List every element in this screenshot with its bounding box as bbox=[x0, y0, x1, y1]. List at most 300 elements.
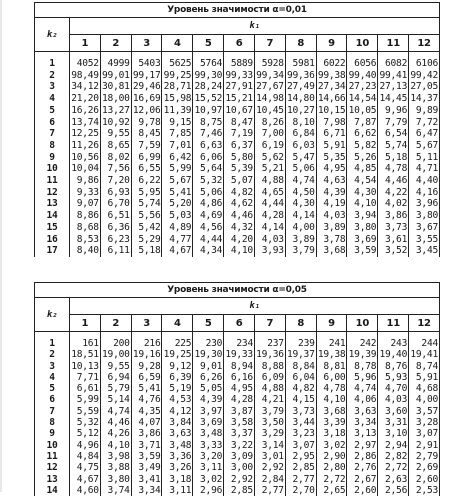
row-label: 13 bbox=[35, 198, 70, 210]
table-row bbox=[35, 406, 440, 417]
table-cell: 3,89 bbox=[316, 222, 347, 234]
column-header: 1 bbox=[70, 35, 101, 52]
table-cell: 6056 bbox=[347, 52, 378, 70]
table-cell: 9,86 bbox=[70, 175, 101, 187]
table-cell: 5,64 bbox=[193, 163, 224, 175]
table-cell: 4,12 bbox=[162, 406, 193, 417]
table-cell: 4,22 bbox=[378, 187, 409, 199]
table-cell: 3,87 bbox=[224, 406, 255, 417]
table-cell: 4,54 bbox=[347, 175, 378, 187]
table-cell: 234 bbox=[224, 332, 255, 350]
table-cell: 9,89 bbox=[409, 105, 440, 117]
table-cell: 6,63 bbox=[193, 140, 224, 152]
table-cell: 19,39 bbox=[347, 349, 378, 360]
table-cell: 3,67 bbox=[409, 222, 440, 234]
table-cell: 6,84 bbox=[285, 128, 316, 140]
table-cell: 4052 bbox=[70, 52, 101, 70]
table-cell: 7,79 bbox=[378, 117, 409, 129]
table-cell: 3,33 bbox=[193, 440, 224, 451]
table-cell: 3,98 bbox=[100, 451, 131, 462]
table-cell: 4,88 bbox=[254, 175, 285, 187]
table-cell: 99,30 bbox=[193, 70, 224, 82]
table-row bbox=[35, 383, 440, 394]
table-cell: 9,12 bbox=[162, 361, 193, 372]
table-cell: 3,71 bbox=[131, 440, 162, 451]
table-cell: 4,15 bbox=[285, 394, 316, 405]
table-cell: 5,93 bbox=[378, 372, 409, 383]
column-header: 9 bbox=[316, 35, 347, 52]
table-cell: 8,81 bbox=[316, 361, 347, 372]
table-cell: 4,10 bbox=[347, 198, 378, 210]
table-row bbox=[35, 152, 440, 164]
table-cell: 5,18 bbox=[131, 245, 162, 257]
table-cell: 5,32 bbox=[193, 175, 224, 187]
table-cell: 99,42 bbox=[409, 70, 440, 82]
table-cell: 99,33 bbox=[224, 70, 255, 82]
table-cell: 7,19 bbox=[224, 128, 255, 140]
table-row bbox=[35, 140, 440, 152]
table-cell: 2,97 bbox=[347, 440, 378, 451]
table-cell: 5,96 bbox=[347, 372, 378, 383]
table-row bbox=[35, 210, 440, 222]
row-label: 16 bbox=[35, 234, 70, 246]
table-cell: 19,00 bbox=[100, 349, 131, 360]
table-cell: 5625 bbox=[162, 52, 193, 70]
table-cell: 99,36 bbox=[285, 70, 316, 82]
table-cell: 6,26 bbox=[193, 372, 224, 383]
table-cell: 19,16 bbox=[131, 349, 162, 360]
column-header: 7 bbox=[254, 35, 285, 52]
table-cell: 2,65 bbox=[316, 485, 347, 496]
table-cell: 3,26 bbox=[162, 462, 193, 473]
table-row bbox=[35, 163, 440, 175]
table-cell: 4,20 bbox=[224, 234, 255, 246]
table-cell: 4,74 bbox=[347, 383, 378, 394]
table-cell: 4,67 bbox=[162, 245, 193, 257]
table-cell: 3,50 bbox=[254, 417, 285, 428]
table-row bbox=[35, 93, 440, 105]
table-cell: 19,33 bbox=[224, 349, 255, 360]
table-cell: 18,00 bbox=[100, 93, 131, 105]
table-cell: 2,80 bbox=[316, 462, 347, 473]
table-cell: 9,33 bbox=[70, 187, 101, 199]
table-cell: 28,24 bbox=[193, 81, 224, 93]
table-cell: 5,74 bbox=[378, 140, 409, 152]
table-cell: 7,71 bbox=[70, 372, 101, 383]
table-cell: 230 bbox=[193, 332, 224, 350]
column-header: 2 bbox=[100, 35, 131, 52]
table-cell: 2,77 bbox=[254, 485, 285, 496]
table-cell: 16,69 bbox=[131, 93, 162, 105]
table-cell: 3,55 bbox=[409, 234, 440, 246]
column-header: 10 bbox=[347, 35, 378, 52]
table-cell: 4,40 bbox=[409, 175, 440, 187]
table-cell: 4,70 bbox=[378, 383, 409, 394]
table-cell: 9,55 bbox=[100, 128, 131, 140]
table-cell: 3,02 bbox=[316, 440, 347, 451]
table-cell: 4,21 bbox=[254, 394, 285, 405]
table-cell: 5,59 bbox=[70, 406, 101, 417]
table-cell: 4,44 bbox=[254, 198, 285, 210]
table-cell: 14,54 bbox=[347, 93, 378, 105]
table-cell: 6,04 bbox=[285, 372, 316, 383]
table-cell: 6,93 bbox=[100, 187, 131, 199]
table-cell: 4,10 bbox=[100, 440, 131, 451]
table-cell: 99,41 bbox=[378, 70, 409, 82]
table-cell: 2,95 bbox=[285, 451, 316, 462]
table-cell: 4,28 bbox=[254, 210, 285, 222]
table-cell: 99,34 bbox=[254, 70, 285, 82]
table-cell: 19,37 bbox=[285, 349, 316, 360]
table-title: Уровень значимости α=0,01 bbox=[35, 3, 440, 18]
table-cell: 8,75 bbox=[193, 117, 224, 129]
table-cell: 3,69 bbox=[193, 417, 224, 428]
k1-header: k₁ bbox=[70, 298, 440, 315]
table-cell: 3,10 bbox=[378, 428, 409, 439]
f-distribution-table bbox=[34, 2, 440, 257]
row-label: 3 bbox=[35, 361, 70, 372]
table-cell: 9,01 bbox=[193, 361, 224, 372]
table-cell: 10,67 bbox=[224, 105, 255, 117]
table-cell: 4,46 bbox=[224, 210, 255, 222]
row-label: 8 bbox=[35, 140, 70, 152]
table-row bbox=[35, 394, 440, 405]
table-cell: 10,97 bbox=[193, 105, 224, 117]
table-row bbox=[35, 440, 440, 451]
table-cell: 5,82 bbox=[347, 140, 378, 152]
table-cell: 5889 bbox=[224, 52, 255, 70]
table-cell: 3,11 bbox=[162, 485, 193, 496]
row-label: 9 bbox=[35, 152, 70, 164]
table-cell: 4,95 bbox=[224, 383, 255, 394]
table-cell: 5,95 bbox=[131, 187, 162, 199]
table-body bbox=[35, 332, 440, 496]
table-cell: 99,17 bbox=[131, 70, 162, 82]
table-cell: 4,16 bbox=[409, 187, 440, 199]
table-cell: 3,28 bbox=[409, 417, 440, 428]
table-cell: 3,57 bbox=[409, 406, 440, 417]
table-cell: 2,94 bbox=[378, 440, 409, 451]
table-cell: 4,10 bbox=[316, 394, 347, 405]
table-cell: 5,03 bbox=[162, 210, 193, 222]
row-label: 7 bbox=[35, 406, 70, 417]
f-table-alpha-001 bbox=[34, 2, 440, 257]
table-cell: 6,00 bbox=[316, 372, 347, 383]
table-cell: 3,41 bbox=[131, 474, 162, 485]
column-header: 12 bbox=[409, 35, 440, 52]
table-cell: 5,39 bbox=[224, 163, 255, 175]
table-cell: 6,37 bbox=[224, 140, 255, 152]
table-cell: 8,68 bbox=[70, 222, 101, 234]
table-row bbox=[35, 234, 440, 246]
table-cell: 4,76 bbox=[131, 394, 162, 405]
table-cell: 3,80 bbox=[100, 474, 131, 485]
k2-header: k₂ bbox=[35, 298, 70, 332]
table-cell: 3,37 bbox=[224, 428, 255, 439]
table-cell: 14,80 bbox=[285, 93, 316, 105]
table-cell: 7,01 bbox=[162, 140, 193, 152]
table-cell: 6,06 bbox=[193, 152, 224, 164]
table-cell: 27,05 bbox=[409, 81, 440, 93]
column-header: 1 bbox=[70, 315, 101, 332]
table-cell: 5,14 bbox=[100, 394, 131, 405]
table-cell: 5,67 bbox=[162, 175, 193, 187]
k1-header: k₁ bbox=[70, 18, 440, 35]
table-cell: 5,56 bbox=[131, 210, 162, 222]
table-cell: 4,14 bbox=[285, 210, 316, 222]
table-cell: 5,06 bbox=[285, 163, 316, 175]
table-body bbox=[35, 52, 440, 257]
table-cell: 3,73 bbox=[285, 406, 316, 417]
column-header: 11 bbox=[378, 35, 409, 52]
table-cell: 4,46 bbox=[378, 175, 409, 187]
table-cell: 10,05 bbox=[347, 105, 378, 117]
table-cell: 2,53 bbox=[409, 485, 440, 496]
table-cell: 4,00 bbox=[285, 222, 316, 234]
table-cell: 2,70 bbox=[285, 485, 316, 496]
table-cell: 10,13 bbox=[70, 361, 101, 372]
table-cell: 8,78 bbox=[347, 361, 378, 372]
row-label: 3 bbox=[35, 81, 70, 93]
table-cell: 6,36 bbox=[100, 222, 131, 234]
table-cell: 4,03 bbox=[378, 394, 409, 405]
table-cell: 3,29 bbox=[254, 428, 285, 439]
table-cell: 3,01 bbox=[254, 451, 285, 462]
table-cell: 4,96 bbox=[70, 440, 101, 451]
table-cell: 11,39 bbox=[162, 105, 193, 117]
table-cell: 4,02 bbox=[378, 198, 409, 210]
table-cell: 5,26 bbox=[347, 152, 378, 164]
table-cell: 3,89 bbox=[285, 234, 316, 246]
table-cell: 5,47 bbox=[285, 152, 316, 164]
table-cell: 6,71 bbox=[316, 128, 347, 140]
table-cell: 34,12 bbox=[70, 81, 101, 93]
table-cell: 10,56 bbox=[70, 152, 101, 164]
table-cell: 27,23 bbox=[347, 81, 378, 93]
table-cell: 2,96 bbox=[193, 485, 224, 496]
table-cell: 4,67 bbox=[70, 474, 101, 485]
table-cell: 6,22 bbox=[131, 175, 162, 187]
row-label: 1 bbox=[35, 52, 70, 70]
table-cell: 3,34 bbox=[131, 485, 162, 496]
table-cell: 4,19 bbox=[316, 198, 347, 210]
table-cell: 8,76 bbox=[378, 361, 409, 372]
table-cell: 5,80 bbox=[224, 152, 255, 164]
table-cell: 14,37 bbox=[409, 93, 440, 105]
table-cell: 3,59 bbox=[131, 451, 162, 462]
table-cell: 6082 bbox=[378, 52, 409, 70]
row-label: 13 bbox=[35, 474, 70, 485]
table-cell: 9,07 bbox=[70, 198, 101, 210]
table-cell: 4,60 bbox=[70, 485, 101, 496]
table-cell: 3,58 bbox=[224, 417, 255, 428]
table-cell: 4,32 bbox=[224, 222, 255, 234]
column-header: 5 bbox=[193, 35, 224, 52]
column-header: 11 bbox=[378, 315, 409, 332]
table-cell: 19,36 bbox=[254, 349, 285, 360]
table-cell: 9,28 bbox=[131, 361, 162, 372]
table-cell: 9,15 bbox=[162, 117, 193, 129]
table-cell: 10,92 bbox=[100, 117, 131, 129]
table-cell: 3,80 bbox=[409, 210, 440, 222]
table-cell: 3,86 bbox=[378, 210, 409, 222]
table-cell: 8,88 bbox=[254, 361, 285, 372]
table-cell: 2,90 bbox=[316, 451, 347, 462]
table-cell: 7,87 bbox=[347, 117, 378, 129]
table-cell: 239 bbox=[285, 332, 316, 350]
table-cell: 6,62 bbox=[347, 128, 378, 140]
table-row bbox=[35, 462, 440, 473]
table-cell: 19,25 bbox=[162, 349, 193, 360]
table-title: Уровень значимости α=0,05 bbox=[35, 283, 440, 298]
table-row bbox=[35, 187, 440, 199]
table-cell: 3,93 bbox=[254, 245, 285, 257]
row-label: 14 bbox=[35, 485, 70, 496]
table-row bbox=[35, 52, 440, 70]
table-cell: 99,40 bbox=[347, 70, 378, 82]
table-cell: 3,79 bbox=[285, 245, 316, 257]
table-cell: 18,51 bbox=[70, 349, 101, 360]
table-cell: 5928 bbox=[254, 52, 285, 70]
table-cell: 3,07 bbox=[285, 440, 316, 451]
table-row bbox=[35, 349, 440, 360]
table-cell: 2,91 bbox=[409, 440, 440, 451]
table-row bbox=[35, 361, 440, 372]
table-cell: 3,02 bbox=[193, 474, 224, 485]
row-label: 1 bbox=[35, 332, 70, 350]
row-label: 2 bbox=[35, 70, 70, 82]
table-cell: 5,07 bbox=[224, 175, 255, 187]
table-cell: 3,69 bbox=[347, 234, 378, 246]
table-cell: 5,41 bbox=[131, 383, 162, 394]
column-header: 6 bbox=[224, 35, 255, 52]
table-cell: 3,48 bbox=[193, 428, 224, 439]
table-cell: 5,62 bbox=[254, 152, 285, 164]
table-cell: 9,78 bbox=[131, 117, 162, 129]
table-cell: 5,91 bbox=[409, 372, 440, 383]
table-cell: 4,89 bbox=[162, 222, 193, 234]
table-cell: 8,74 bbox=[409, 361, 440, 372]
table-cell: 3,45 bbox=[409, 245, 440, 257]
table-cell: 99,38 bbox=[316, 70, 347, 82]
table-row bbox=[35, 485, 440, 496]
table-cell: 3,63 bbox=[347, 406, 378, 417]
table-cell: 15,98 bbox=[162, 93, 193, 105]
table-cell: 8,10 bbox=[285, 117, 316, 129]
table-cell: 3,61 bbox=[378, 234, 409, 246]
table-cell: 4,26 bbox=[100, 428, 131, 439]
table-cell: 6,70 bbox=[100, 198, 131, 210]
column-header: 3 bbox=[131, 315, 162, 332]
table-cell: 5,32 bbox=[70, 417, 101, 428]
table-cell: 3,31 bbox=[378, 417, 409, 428]
table-cell: 19,38 bbox=[316, 349, 347, 360]
table-cell: 8,26 bbox=[254, 117, 285, 129]
table-cell: 4,39 bbox=[316, 187, 347, 199]
table-cell: 4,63 bbox=[316, 175, 347, 187]
table-cell: 4,14 bbox=[254, 222, 285, 234]
table-cell: 6,39 bbox=[162, 372, 193, 383]
table-cell: 5,41 bbox=[162, 187, 193, 199]
table-cell: 3,97 bbox=[193, 406, 224, 417]
table-cell: 2,82 bbox=[378, 451, 409, 462]
table-cell: 6106 bbox=[409, 52, 440, 70]
table-cell: 6,51 bbox=[100, 210, 131, 222]
table-cell: 7,00 bbox=[254, 128, 285, 140]
table-cell: 12,25 bbox=[70, 128, 101, 140]
table-cell: 2,72 bbox=[378, 462, 409, 473]
table-row bbox=[35, 70, 440, 82]
table-cell: 27,49 bbox=[285, 81, 316, 93]
table-cell: 4,39 bbox=[193, 394, 224, 405]
table-cell: 4,00 bbox=[409, 394, 440, 405]
table-cell: 27,67 bbox=[254, 81, 285, 93]
table-cell: 4,75 bbox=[70, 462, 101, 473]
table-cell: 237 bbox=[254, 332, 285, 350]
table-cell: 244 bbox=[409, 332, 440, 350]
table-cell: 14,45 bbox=[378, 93, 409, 105]
column-header: 9 bbox=[316, 315, 347, 332]
table-cell: 5,11 bbox=[409, 152, 440, 164]
column-number-row bbox=[35, 35, 440, 52]
column-header: 6 bbox=[224, 315, 255, 332]
table-cell: 2,60 bbox=[409, 474, 440, 485]
table-cell: 14,66 bbox=[316, 93, 347, 105]
table-cell: 10,04 bbox=[70, 163, 101, 175]
table-cell: 2,56 bbox=[378, 485, 409, 496]
table-cell: 5,06 bbox=[193, 187, 224, 199]
table-cell: 2,60 bbox=[347, 485, 378, 496]
table-cell: 200 bbox=[100, 332, 131, 350]
table-cell: 14,98 bbox=[254, 93, 285, 105]
table-cell: 3,07 bbox=[409, 428, 440, 439]
table-cell: 5,29 bbox=[131, 234, 162, 246]
table-cell: 13,27 bbox=[100, 105, 131, 117]
table-cell: 2,76 bbox=[347, 462, 378, 473]
row-label: 2 bbox=[35, 349, 70, 360]
table-cell: 161 bbox=[70, 332, 101, 350]
table-cell: 242 bbox=[347, 332, 378, 350]
column-header: 10 bbox=[347, 315, 378, 332]
table-cell: 2,92 bbox=[224, 474, 255, 485]
table-cell: 5,99 bbox=[70, 394, 101, 405]
table-row bbox=[35, 175, 440, 187]
table-cell: 3,34 bbox=[347, 417, 378, 428]
table-cell: 8,94 bbox=[224, 361, 255, 372]
table-cell: 4,85 bbox=[347, 163, 378, 175]
table-cell: 243 bbox=[378, 332, 409, 350]
table-cell: 4,30 bbox=[285, 198, 316, 210]
table-cell: 99,25 bbox=[162, 70, 193, 82]
row-label: 6 bbox=[35, 117, 70, 129]
table-cell: 8,02 bbox=[100, 152, 131, 164]
table-cell: 4,78 bbox=[316, 383, 347, 394]
table-cell: 5,99 bbox=[162, 163, 193, 175]
table-cell: 29,46 bbox=[131, 81, 162, 93]
table-cell: 4,82 bbox=[285, 383, 316, 394]
table-cell: 6,23 bbox=[100, 234, 131, 246]
table-cell: 3,60 bbox=[378, 406, 409, 417]
table-cell: 8,84 bbox=[285, 361, 316, 372]
table-cell: 6,99 bbox=[131, 152, 162, 164]
table-cell: 3,20 bbox=[193, 451, 224, 462]
table-cell: 12,06 bbox=[131, 105, 162, 117]
table-cell: 4,34 bbox=[193, 245, 224, 257]
table-cell: 3,48 bbox=[162, 440, 193, 451]
table-cell: 3,88 bbox=[100, 462, 131, 473]
table-row bbox=[35, 474, 440, 485]
table-row bbox=[35, 451, 440, 462]
